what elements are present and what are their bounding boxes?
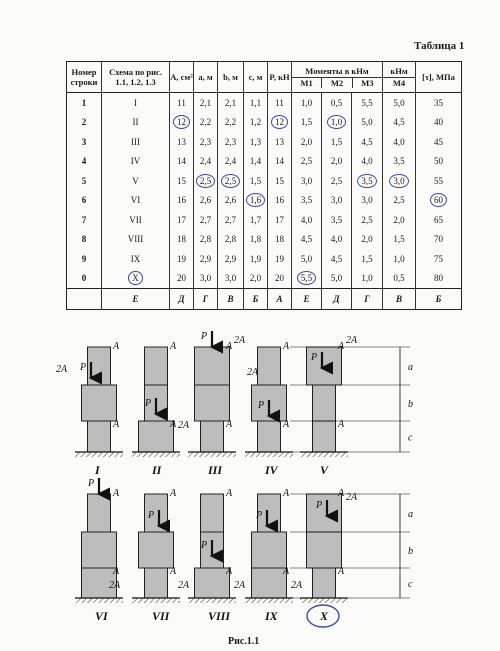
cell-value: 3,0 <box>199 273 212 284</box>
cell-value: 2,0 <box>300 136 313 147</box>
cell-value: 0,5 <box>330 97 343 108</box>
footer-cell: Д <box>170 289 194 310</box>
dimension-label-c: c <box>408 579 413 590</box>
cell-value: 12 <box>271 115 288 129</box>
cell-value: III <box>131 136 140 147</box>
area-label-2A: 2A <box>234 335 246 346</box>
area-label: A <box>170 341 177 352</box>
cell-value: 2,2 <box>224 117 237 128</box>
cell-value: 50 <box>434 156 444 167</box>
cell-value: 19 <box>177 253 186 264</box>
col-header-scheme: Схема по рис. 1.1, 1.2, 1.3 <box>102 62 170 93</box>
rod-segment <box>258 347 281 385</box>
load-label-P: P <box>80 362 87 373</box>
load-label-P: P <box>258 400 265 411</box>
cell-value: 3,5 <box>393 156 405 167</box>
cell-value: 14 <box>177 156 186 167</box>
cell-value: 3 <box>81 136 87 147</box>
cell-value: 1,8 <box>249 234 262 245</box>
cell-value: 3,0 <box>330 195 343 206</box>
cell-value: 4,0 <box>361 156 373 167</box>
cell-value: 18 <box>177 234 186 245</box>
rod-segment <box>258 421 281 452</box>
area-label: A <box>338 419 345 430</box>
col-header-M1: M1 <box>292 78 322 88</box>
ground-hatch <box>188 452 236 457</box>
cell-value: 2,0 <box>330 156 343 167</box>
rod-segment <box>145 347 168 385</box>
cell-value: 1,0 <box>361 273 373 284</box>
moments-group-label: Моменты в кНм <box>292 66 382 78</box>
area-label: A <box>338 566 345 577</box>
cell-value: 3,0 <box>361 195 373 206</box>
cell-value: 2,0 <box>361 234 373 245</box>
ground-hatch <box>132 452 180 457</box>
ground-hatch <box>75 598 123 603</box>
cell-value: 60 <box>430 193 447 207</box>
cell-value: 1,5 <box>361 253 373 264</box>
rod-segment <box>195 347 230 385</box>
col-header-row-no: Номер строки <box>67 62 102 93</box>
cell-value: 1,9 <box>249 253 262 264</box>
area-label: A <box>226 566 233 577</box>
area-label-2A: 2A <box>109 580 121 591</box>
cell-value: 2,1 <box>224 97 237 108</box>
rod-segment <box>195 568 230 598</box>
cell-value: 2,3 <box>224 136 237 147</box>
rod-segment <box>201 494 224 532</box>
cell-value: II <box>132 117 139 128</box>
rod-segment <box>252 568 287 598</box>
rod-segment <box>313 568 336 598</box>
cell-value: 1,4 <box>249 156 262 167</box>
cell-value: 2,9 <box>224 253 237 264</box>
M4-label: M4 <box>392 78 406 88</box>
cell-value: 12 <box>173 115 190 129</box>
cell-value: 13 <box>177 136 186 147</box>
area-label: A <box>226 341 233 352</box>
cell-value: 6 <box>81 195 87 206</box>
cell-value: 3,5 <box>300 195 313 206</box>
area-label-2A: 2A <box>56 364 68 375</box>
cell-value: 15 <box>275 175 284 186</box>
cell-value: 1,5 <box>393 234 405 245</box>
cell-value: 17 <box>177 214 186 225</box>
cell-value: 2,7 <box>199 214 212 225</box>
area-label: A <box>113 419 120 430</box>
footer-cell: В <box>383 289 416 310</box>
rod-segment <box>139 421 174 452</box>
load-label-P: P <box>201 540 208 551</box>
table-title: Таблица 1 <box>414 40 465 52</box>
scheme-label: X <box>320 609 329 623</box>
dimension-label-b: b <box>408 546 413 557</box>
cell-value: 5,0 <box>300 253 313 264</box>
cell-value: 4 <box>81 156 87 167</box>
dimension-label-b: b <box>408 399 413 410</box>
cell-value: 17 <box>275 214 284 225</box>
rod-segment <box>139 532 174 568</box>
area-label-2A: 2A <box>178 420 190 431</box>
cell-value: 15 <box>177 175 186 186</box>
area-label-2A: 2A <box>291 580 303 591</box>
footer-cell: Е <box>102 289 170 310</box>
cell-value: IV <box>130 156 141 167</box>
cell-value: 16 <box>275 195 284 206</box>
footer-cell: Д <box>322 289 352 310</box>
area-label-2A: 2A <box>346 492 358 503</box>
area-label: A <box>226 488 233 499</box>
area-label: A <box>170 566 177 577</box>
dimension-label-a: a <box>408 362 413 373</box>
load-label-P: P <box>316 500 323 511</box>
area-label: A <box>170 419 177 430</box>
cell-value: 55 <box>434 175 444 186</box>
footer-cell: Г <box>352 289 383 310</box>
cell-value: 0 <box>81 273 87 284</box>
cell-value: 2,4 <box>224 156 237 167</box>
cell-value: 3,0 <box>389 174 408 188</box>
footer-cell: Г <box>194 289 218 310</box>
cell-value: 1,5 <box>300 117 313 128</box>
rod-segment <box>88 494 111 532</box>
cell-value: 5,0 <box>393 97 405 108</box>
scheme-label: VIII <box>208 609 231 623</box>
cell-value: 2,7 <box>224 214 237 225</box>
area-label: A <box>338 488 345 499</box>
cell-value: 40 <box>434 117 444 128</box>
col-header-c: c, м <box>244 62 268 93</box>
cell-value: 45 <box>434 136 444 147</box>
cell-value: 20 <box>177 273 186 284</box>
cell-value: 1,2 <box>249 117 262 128</box>
cell-value: 4,0 <box>300 214 313 225</box>
area-label: A <box>283 341 290 352</box>
area-label-2A: 2A <box>178 580 190 591</box>
ground-hatch <box>300 598 348 603</box>
cell-value: 11 <box>177 97 186 108</box>
rod-segment <box>88 421 111 452</box>
cell-value: VII <box>129 214 142 225</box>
cell-value: 35 <box>434 97 444 108</box>
cell-value: 2,4 <box>199 156 212 167</box>
cell-value: 2,3 <box>199 136 212 147</box>
load-label-P: P <box>256 510 263 521</box>
cell-value: 2,2 <box>199 117 212 128</box>
area-label: A <box>226 419 233 430</box>
cell-value: VI <box>130 195 141 206</box>
cell-value: 2,9 <box>199 253 212 264</box>
cell-value: 2,6 <box>224 195 237 206</box>
cell-value: 2,6 <box>199 195 212 206</box>
area-label: A <box>283 566 290 577</box>
cell-value: 1,5 <box>249 175 262 186</box>
area-label: A <box>113 566 120 577</box>
cell-value: 2,5 <box>196 174 215 188</box>
cell-value: 3,0 <box>300 175 313 186</box>
cell-value: 7 <box>81 214 87 225</box>
col-header-M2: M2 <box>322 78 352 88</box>
footer-cell: В <box>218 289 244 310</box>
cell-value: 3,0 <box>224 273 237 284</box>
col-header-P: P, кН <box>268 62 292 93</box>
load-label-P: P <box>148 510 155 521</box>
cell-value: 5,0 <box>361 117 373 128</box>
cell-value: 1,7 <box>249 214 262 225</box>
cell-value: 9 <box>81 253 87 264</box>
scheme-label: IX <box>265 609 278 623</box>
cell-value: 2,5 <box>300 156 313 167</box>
scheme-label: I <box>95 463 100 477</box>
cell-value: VIII <box>127 234 144 245</box>
cell-value: V <box>132 175 139 186</box>
area-label: A <box>113 488 120 499</box>
rod-segment <box>313 421 336 452</box>
scheme-label: IV <box>265 463 278 477</box>
cell-value: 1,5 <box>330 136 343 147</box>
cell-value: 5,0 <box>330 273 343 284</box>
cell-value: 70 <box>434 234 444 245</box>
cell-value: 4,5 <box>330 253 343 264</box>
cell-value: 8 <box>81 234 87 245</box>
cell-value: 5 <box>81 175 87 186</box>
scheme-label: III <box>208 463 223 477</box>
rod-segment <box>82 385 117 421</box>
area-label: A <box>283 419 290 430</box>
cell-value: 2,5 <box>393 195 405 206</box>
cell-value: 2,1 <box>199 97 212 108</box>
dimension-label-c: c <box>408 432 413 444</box>
scheme-label: V <box>320 463 329 477</box>
footer-cell: А <box>268 289 292 310</box>
load-label-P: P <box>201 331 208 342</box>
ground-hatch <box>75 452 123 457</box>
rod-segment <box>145 568 168 598</box>
cell-value: 2,0 <box>249 273 262 284</box>
cell-value: 19 <box>275 253 284 264</box>
load-label-P: P <box>311 352 318 363</box>
ground-hatch <box>132 598 180 603</box>
cell-value: 65 <box>434 214 444 225</box>
cell-value: X <box>128 271 143 285</box>
ground-hatch <box>188 598 236 603</box>
cell-value: 4,5 <box>393 117 405 128</box>
cell-value: 0,5 <box>393 273 405 284</box>
cell-value: 11 <box>275 97 284 108</box>
cell-value: 4,5 <box>300 234 313 245</box>
col-header-a: a, м <box>194 62 218 93</box>
cell-value: 18 <box>275 234 284 245</box>
cell-value: 5,5 <box>297 271 316 285</box>
ground-hatch <box>245 452 293 457</box>
col-header-M3: M3 <box>361 78 374 88</box>
cell-value: 5,5 <box>361 97 373 108</box>
cell-value: 1,0 <box>300 97 313 108</box>
cell-value: 4,0 <box>330 234 343 245</box>
cell-value: 2,5 <box>221 174 240 188</box>
scheme-label: VII <box>152 609 170 623</box>
load-label-P: P <box>145 398 152 409</box>
rod-segment <box>307 532 342 568</box>
area-label-2A: 2A <box>346 335 358 346</box>
rod-segment <box>195 385 230 421</box>
area-label: A <box>338 341 345 352</box>
scheme-label: II <box>152 463 162 477</box>
figure-caption: Рис.1.1 <box>228 636 260 647</box>
cell-value: 4,5 <box>361 136 373 147</box>
area-label: A <box>170 488 177 499</box>
ground-hatch <box>245 598 293 603</box>
rod-segment <box>201 421 224 452</box>
dimension-label-a: a <box>408 509 413 520</box>
cell-value: 3,5 <box>357 174 376 188</box>
area-label: A <box>283 488 290 499</box>
area-label-2A: 2A <box>234 580 246 591</box>
cell-value: 1,1 <box>249 97 262 108</box>
cell-value: 75 <box>434 253 444 264</box>
col-header-tau: [τ], МПа <box>416 62 462 93</box>
cell-value: 1,6 <box>246 193 265 207</box>
cell-value: 2 <box>81 117 87 128</box>
area-label-2A: 2A <box>247 367 259 378</box>
col-header-b: b, м <box>218 62 244 93</box>
footer-cell: Б <box>244 289 268 310</box>
cell-value: 1 <box>81 97 87 108</box>
ground-hatch <box>300 452 348 457</box>
load-label-P: P <box>88 478 95 489</box>
cell-value: 3,5 <box>330 214 343 225</box>
rod-segment <box>252 532 287 568</box>
cell-value: 16 <box>177 195 186 206</box>
cell-value: 1,0 <box>327 115 346 129</box>
scheme-label: VI <box>95 609 108 623</box>
cell-value: 2,8 <box>224 234 237 245</box>
rod-segment <box>313 385 336 421</box>
cell-value: 1,0 <box>393 253 405 264</box>
cell-value: 14 <box>275 156 284 167</box>
cell-value: IX <box>130 253 141 264</box>
cell-value: 13 <box>275 136 284 147</box>
cell-value: 4,0 <box>393 136 405 147</box>
cell-value: 2,5 <box>361 214 373 225</box>
cell-value: 2,0 <box>393 214 405 225</box>
footer-cell: Е <box>292 289 322 310</box>
rod-segment <box>82 532 117 568</box>
cell-value: 2,5 <box>330 175 343 186</box>
cell-value: 2,8 <box>199 234 212 245</box>
rod-segment <box>307 494 342 532</box>
cell-value: 20 <box>275 273 284 284</box>
cell-value: 80 <box>434 273 444 284</box>
footer-cell: Б <box>416 289 462 310</box>
area-label: A <box>113 341 120 352</box>
cell-value: 1,3 <box>249 136 262 147</box>
cell-value: I <box>134 97 137 108</box>
M4-group-label: кНм <box>383 66 415 78</box>
col-header-A: A, см² <box>170 62 194 93</box>
